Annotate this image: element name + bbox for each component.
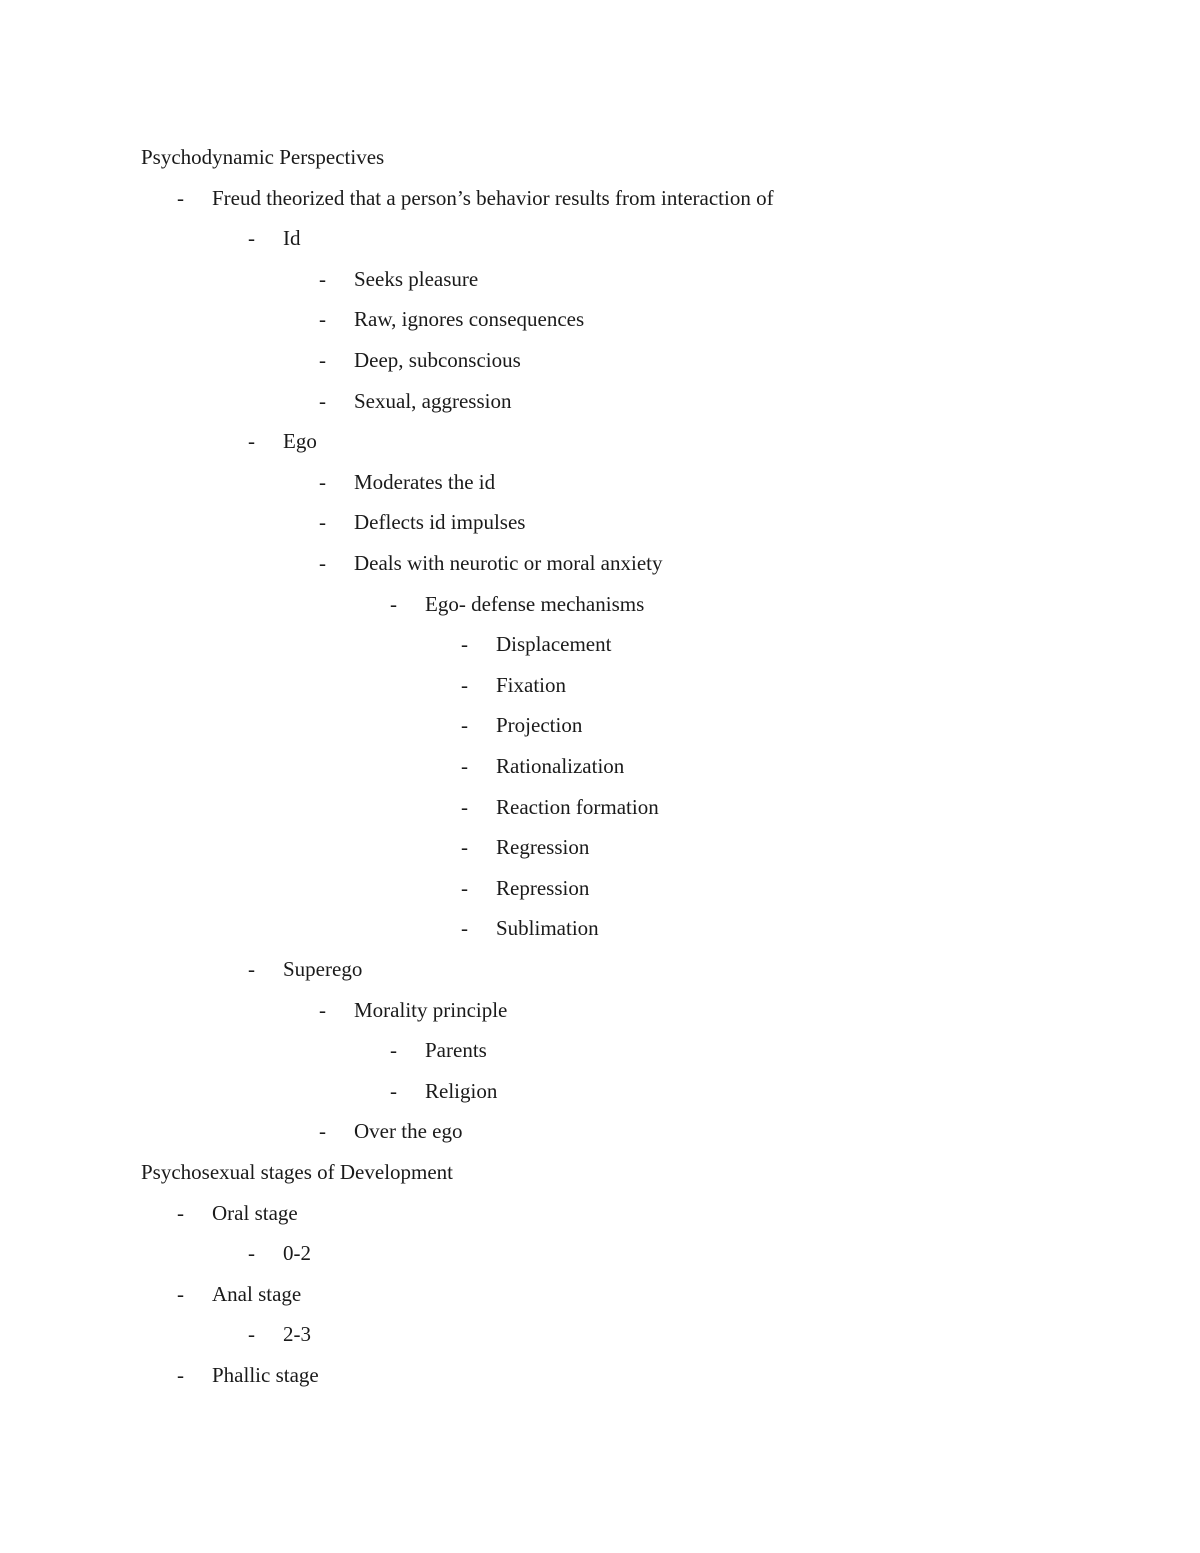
list-item-text: Reaction formation xyxy=(496,795,659,819)
list-item-text: Id xyxy=(283,226,301,250)
list-item-text: Fixation xyxy=(496,673,567,697)
bullet-dash: - xyxy=(319,267,326,291)
list-item-text: Deals with neurotic or moral anxiety xyxy=(354,551,663,575)
list-item-text: Deflects id impulses xyxy=(354,510,526,534)
bullet-dash: - xyxy=(177,1282,184,1306)
list-item-text: 0-2 xyxy=(283,1241,311,1265)
list-item-text: Phallic stage xyxy=(212,1363,319,1387)
bullet-dash: - xyxy=(248,1241,255,1265)
bullet-dash: - xyxy=(461,673,468,697)
list-item-text: Ego- defense mechanisms xyxy=(425,592,645,616)
list-item-text: Religion xyxy=(425,1079,498,1103)
list-item-text: Sublimation xyxy=(496,916,599,940)
bullet-dash: - xyxy=(177,1363,184,1387)
bullet-dash: - xyxy=(319,307,326,331)
list-item-text: Regression xyxy=(496,835,590,859)
list-item-text: Displacement xyxy=(496,632,612,656)
bullet-dash: - xyxy=(248,226,255,250)
bullet-dash: - xyxy=(319,348,326,372)
list-item-text: Deep, subconscious xyxy=(354,348,521,372)
bullet-dash: - xyxy=(248,429,255,453)
list-item-text: Anal stage xyxy=(212,1282,302,1306)
list-item-text: Parents xyxy=(425,1038,487,1062)
list-item-text: Superego xyxy=(283,957,363,981)
bullet-dash: - xyxy=(461,713,468,737)
list-item-text: Rationalization xyxy=(496,754,625,778)
list-item-text: Repression xyxy=(496,876,590,900)
bullet-dash: - xyxy=(177,186,184,210)
bullet-dash: - xyxy=(248,1322,255,1346)
list-item-text: Ego xyxy=(283,429,317,453)
bullet-dash: - xyxy=(461,916,468,940)
section-heading-text: Psychodynamic Perspectives xyxy=(141,145,385,169)
bullet-dash: - xyxy=(319,998,326,1022)
bullet-dash: - xyxy=(390,592,397,616)
bullet-dash: - xyxy=(319,510,326,534)
list-item-text: Seeks pleasure xyxy=(354,267,479,291)
bullet-dash: - xyxy=(461,795,468,819)
list-item-text: Raw, ignores consequences xyxy=(354,307,585,331)
list-item-text: Freud theorized that a person’s behavior results from interaction of xyxy=(212,186,774,210)
bullet-dash: - xyxy=(248,957,255,981)
list-item-text: Over the ego xyxy=(354,1119,463,1143)
list-item-text: Moderates the id xyxy=(354,470,496,494)
section-heading-text: Psychosexual stages of Development xyxy=(141,1160,454,1184)
bullet-dash: - xyxy=(461,632,468,656)
list-item-text: 2-3 xyxy=(283,1322,311,1346)
bullet-dash: - xyxy=(461,876,468,900)
bullet-dash: - xyxy=(319,470,326,494)
list-item-text: Sexual, aggression xyxy=(354,389,512,413)
list-item-text: Morality principle xyxy=(354,998,508,1022)
list-item-text: Projection xyxy=(496,713,583,737)
bullet-dash: - xyxy=(177,1201,184,1225)
bullet-dash: - xyxy=(319,389,326,413)
bullet-dash: - xyxy=(461,835,468,859)
list-item-text: Oral stage xyxy=(212,1201,298,1225)
bullet-dash: - xyxy=(461,754,468,778)
bullet-dash: - xyxy=(390,1038,397,1062)
bullet-dash: - xyxy=(319,1119,326,1143)
bullet-dash: - xyxy=(319,551,326,575)
bullet-dash: - xyxy=(390,1079,397,1103)
